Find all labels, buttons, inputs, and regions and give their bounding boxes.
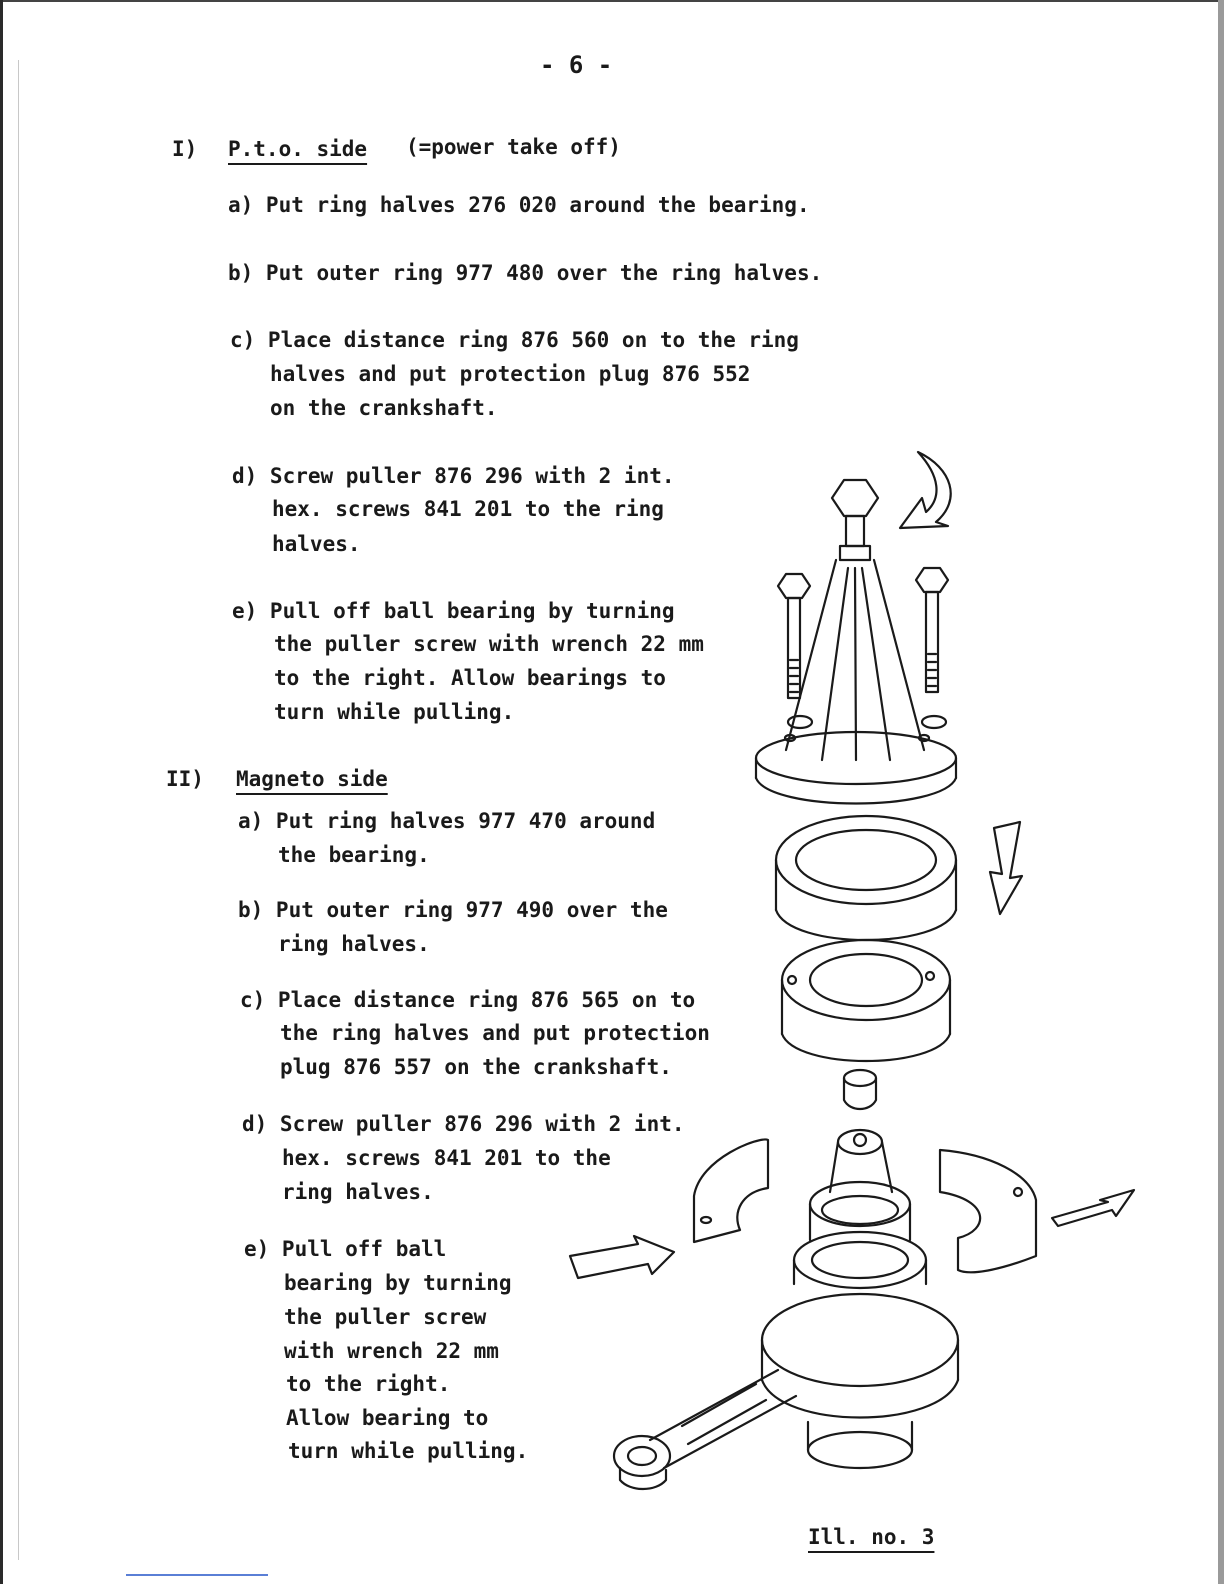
section-2-step-e-line-2: bearing by turning	[284, 1271, 512, 1295]
accent-rule	[126, 1574, 268, 1576]
section-2-title: Magneto side	[236, 767, 388, 791]
rotate-arrow-icon	[900, 452, 951, 528]
illustration-caption: Ill. no. 3	[808, 1525, 935, 1549]
left-arrow-icon	[1052, 1190, 1134, 1226]
scan-edge-right	[1218, 0, 1224, 1584]
section-1-step-d-line-2: hex. screws 841 201 to the ring	[272, 497, 664, 521]
section-1-step-e-line-2: the puller screw with wrench 22 mm	[274, 632, 704, 656]
section-2-step-b-line-1: b) Put outer ring 977 490 over the	[238, 898, 668, 922]
section-2-step-c-line-3: plug 876 557 on the crankshaft.	[280, 1055, 672, 1079]
section-1-step-d-line-3: halves.	[272, 532, 361, 556]
page-number: - 6 -	[540, 51, 613, 79]
section-2-step-d-line-3: ring halves.	[282, 1180, 434, 1204]
section-2-step-a-line-2: the bearing.	[278, 843, 430, 867]
scan-fold-line	[18, 60, 19, 1560]
ring-half-right	[940, 1150, 1036, 1272]
section-1-subtitle: (=power take off)	[406, 135, 621, 159]
hex-screw-right	[916, 568, 948, 692]
section-1-step-e-line-3: to the right. Allow bearings to	[274, 666, 666, 690]
scan-edge-top	[0, 0, 1224, 2]
section-2-step-e-line-1: e) Pull off ball	[244, 1237, 447, 1261]
section-2-step-b-line-2: ring halves.	[278, 932, 430, 956]
outer-ring	[776, 816, 956, 940]
section-2-step-e-line-7: turn while pulling.	[288, 1439, 529, 1463]
section-2-step-c-line-1: c) Place distance ring 876 565 on to	[240, 988, 696, 1012]
section-2-step-e-line-6: Allow bearing to	[286, 1406, 489, 1430]
section-2-step-a-line-1: a) Put ring halves 977 470 around	[238, 809, 656, 833]
section-1-step-c-line-3: on the crankshaft.	[270, 396, 498, 420]
section-1-step-d-line-1: d) Screw puller 876 296 with 2 int.	[232, 464, 675, 488]
crankshaft	[762, 1130, 958, 1468]
distance-ring	[782, 940, 950, 1061]
section-2-step-e-line-3: the puller screw	[284, 1305, 487, 1329]
section-1-number: I)	[172, 137, 198, 161]
section-1-step-c-line-2: halves and put protection plug 876 552	[270, 362, 751, 386]
section-1-step-b-line-1: b) Put outer ring 977 480 over the ring halves.	[228, 261, 823, 285]
section-2-step-e-line-4: with wrench 22 mm	[284, 1339, 499, 1363]
right-arrow-icon	[570, 1236, 674, 1278]
section-1-step-e-line-4: turn while pulling.	[274, 700, 515, 724]
section-2-step-d-line-1: d) Screw puller 876 296 with 2 int.	[242, 1112, 685, 1136]
section-1-title: P.t.o. side	[228, 137, 368, 161]
section-1-step-c-line-1: c) Place distance ring 876 560 on to the ring	[230, 328, 799, 352]
protection-plug	[844, 1070, 876, 1109]
scan-edge-left	[0, 0, 3, 1584]
section-2-step-c-line-2: the ring halves and put protection	[280, 1021, 710, 1045]
section-1-step-a-line-1: a) Put ring halves 276 020 around the bearing.	[228, 193, 810, 217]
section-2-step-d-line-2: hex. screws 841 201 to the	[282, 1146, 611, 1170]
puller-assembly-illustration	[560, 440, 1150, 1520]
connecting-rod	[614, 1370, 796, 1489]
section-1-step-e-line-1: e) Pull off ball bearing by turning	[232, 599, 675, 623]
down-arrow-icon	[990, 822, 1022, 914]
ring-half-left	[694, 1140, 768, 1242]
section-2-number: II)	[166, 767, 204, 791]
section-2-step-e-line-5: to the right.	[286, 1372, 451, 1396]
